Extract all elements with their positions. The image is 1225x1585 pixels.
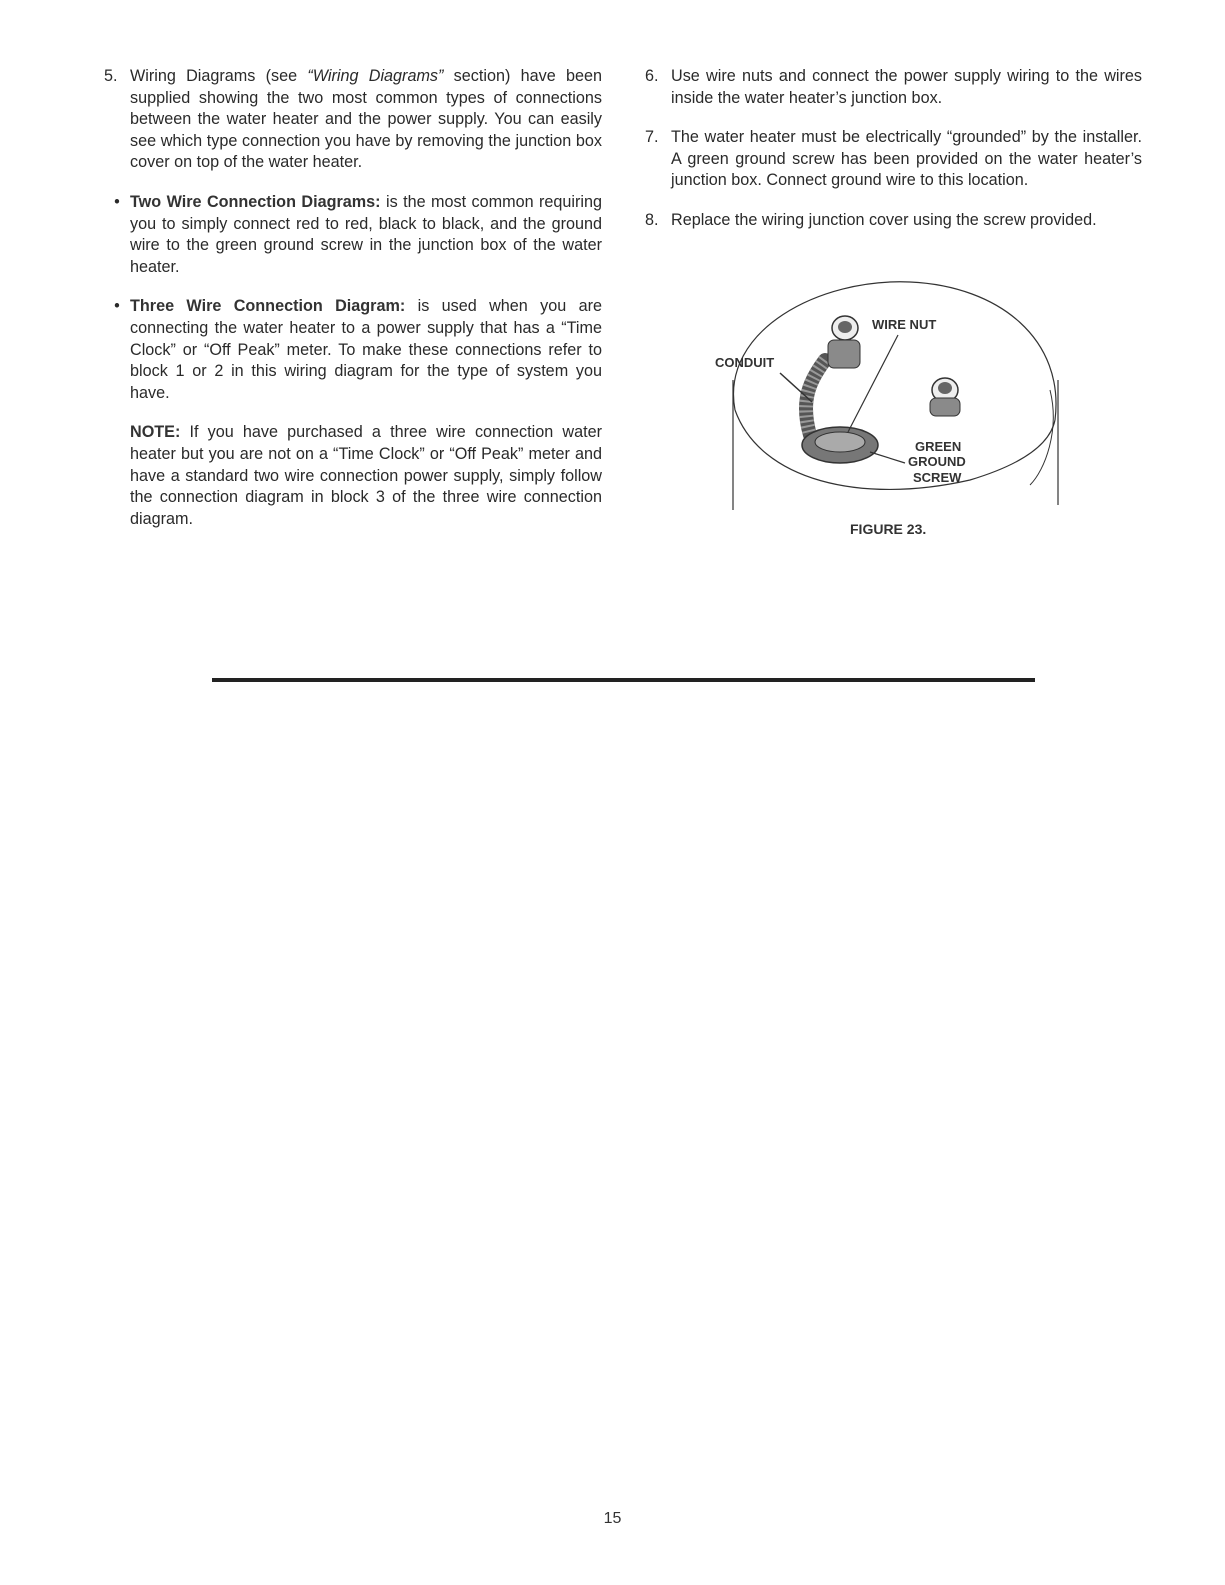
- item-number: 8.: [645, 210, 659, 229]
- horizontal-divider: [212, 678, 1035, 682]
- figure-caption: FIGURE 23.: [850, 521, 927, 537]
- instruction-item-6: [645, 66, 1142, 109]
- wire-nut-label: WIRE NUT: [872, 317, 937, 332]
- item-number: 6.: [645, 67, 659, 85]
- bullet-three-wire: [104, 296, 602, 404]
- ground-label: GROUND: [908, 454, 966, 469]
- bullet-icon: •: [114, 297, 120, 316]
- water-heater-figure: [700, 270, 1070, 550]
- item-text: Use wire nuts and connect the power supply wiring to the wires inside the water heater’s junction box.: [671, 67, 1142, 107]
- conduit-label: CONDUIT: [715, 355, 775, 370]
- bullet-text: is used when you are connecting the water heater to a power supply that has a “Time Clock” or “Off Peak” meter. To make these connections refer to block 1 or 2 in this wiring diagram for the type of system you have.: [130, 297, 602, 402]
- section-reference: “Wiring Diagrams”: [307, 67, 444, 85]
- note-label: NOTE:: [130, 423, 181, 442]
- item-number: 7.: [645, 128, 659, 147]
- right-column: [645, 66, 1142, 250]
- instruction-item-8: [645, 210, 1142, 232]
- bullet-label: Two Wire Connection Diagrams:: [130, 192, 381, 211]
- item-text: The water heater must be electrically “grounded” by the installer. A green ground screw has been provided on the water heater’s junction box. Connect ground wire to this location.: [671, 128, 1142, 190]
- item-text: Wiring Diagrams (see: [130, 67, 308, 85]
- item-number: 5.: [104, 67, 118, 85]
- heater-top-outline: [733, 282, 1056, 420]
- heater-side-curve: [1030, 390, 1053, 485]
- bullet-label: Three Wire Connection Diagram:: [130, 297, 406, 316]
- bullet-icon: •: [114, 192, 120, 211]
- bullet-text: is the most common requiring you to simply connect red to red, black to black, and the ground wire to the green ground screw in the junction box of the water heater.: [130, 192, 602, 276]
- bullet-two-wire: [104, 192, 602, 278]
- page-number: 15: [603, 1510, 622, 1527]
- item-body: [130, 66, 602, 174]
- note-paragraph: [130, 422, 602, 530]
- green-label: GREEN: [915, 439, 962, 454]
- item-text: Replace the wiring junction cover using the screw provided.: [671, 210, 1097, 229]
- left-column: [104, 66, 602, 530]
- heater-rim: [735, 410, 1055, 489]
- instruction-item-5: [104, 66, 602, 174]
- item-text: section) have been supplied showing the two most common types of connections between the water heater and the power supply. You can easily see which type connection you have by removing the junction box cover on top of the water heater.: [130, 67, 602, 172]
- instruction-item-7: [645, 127, 1142, 192]
- screw-label: SCREW: [913, 470, 962, 485]
- note-text: If you have purchased a three wire connection water heater but you are not on a “Time Clock” or “Off Peak” meter and have a standard two wire connection power supply, simply follow the connection diagram in block 3 of the three wire connection diagram.: [130, 423, 602, 528]
- ground-leader: [870, 452, 905, 463]
- fitting: [828, 340, 860, 368]
